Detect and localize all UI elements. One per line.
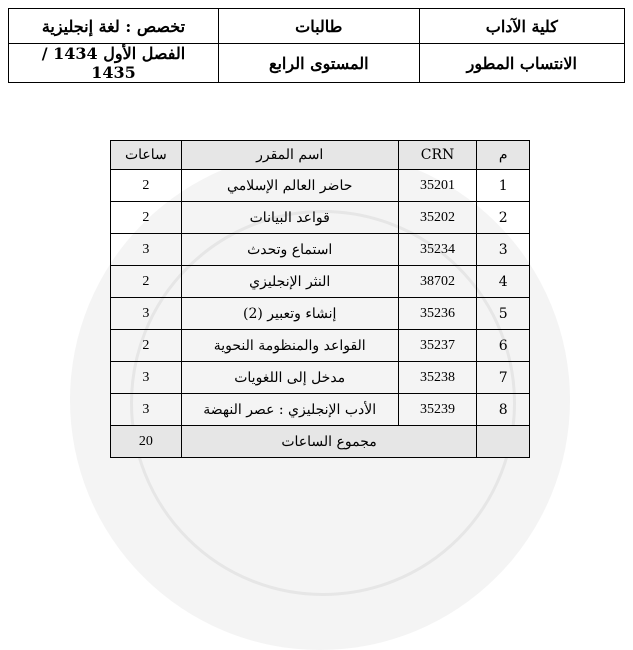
row-num: 5	[477, 298, 530, 330]
table-row	[111, 362, 530, 394]
row-num: 6	[477, 330, 530, 362]
row-hours: 3	[111, 362, 182, 394]
row-crn: 35234	[398, 234, 477, 266]
table-row	[111, 234, 530, 266]
row-course-name: قواعد البيانات	[181, 202, 398, 234]
header-row	[9, 44, 625, 83]
row-crn: 35201	[398, 170, 477, 202]
row-course-name: حاضر العالم الإسلامي	[181, 170, 398, 202]
header-hours: ساعات	[111, 141, 182, 170]
students-cell: طالبات	[218, 9, 419, 44]
row-hours: 2	[111, 202, 182, 234]
table-row	[111, 394, 530, 426]
row-hours: 3	[111, 298, 182, 330]
row-num: 4	[477, 266, 530, 298]
major-cell: تخصص : لغة إنجليزية	[9, 9, 219, 44]
row-course-name: النثر الإنجليزي	[181, 266, 398, 298]
table-row	[111, 330, 530, 362]
row-hours: 3	[111, 234, 182, 266]
semester-cell: الفصل الأول 1434 / 1435	[9, 44, 219, 83]
row-crn: 35236	[398, 298, 477, 330]
table-row	[111, 298, 530, 330]
college-cell: كلية الآداب	[419, 9, 624, 44]
header-crn: CRN	[398, 141, 477, 170]
row-hours: 2	[111, 170, 182, 202]
row-hours: 2	[111, 266, 182, 298]
total-row	[111, 426, 530, 458]
row-hours: 3	[111, 394, 182, 426]
level-cell: المستوى الرابع	[218, 44, 419, 83]
table-row	[111, 266, 530, 298]
total-hours: 20	[111, 426, 182, 458]
row-crn: 35237	[398, 330, 477, 362]
total-spacer	[477, 426, 530, 458]
header-table	[8, 8, 625, 83]
row-course-name: القواعد والمنظومة النحوية	[181, 330, 398, 362]
row-hours: 2	[111, 330, 182, 362]
row-course-name: إنشاء وتعبير (2)	[181, 298, 398, 330]
courses-table	[110, 140, 530, 458]
row-num: 1	[477, 170, 530, 202]
row-course-name: استماع وتحدث	[181, 234, 398, 266]
row-crn: 38702	[398, 266, 477, 298]
courses-header-row	[111, 141, 530, 170]
table-row	[111, 170, 530, 202]
row-num: 7	[477, 362, 530, 394]
header-num: م	[477, 141, 530, 170]
row-crn: 35239	[398, 394, 477, 426]
table-row	[111, 202, 530, 234]
row-crn: 35202	[398, 202, 477, 234]
program-cell: الانتساب المطور	[419, 44, 624, 83]
header-row	[9, 9, 625, 44]
header-course-name: اسم المقرر	[181, 141, 398, 170]
row-course-name: مدخل إلى اللغويات	[181, 362, 398, 394]
row-num: 8	[477, 394, 530, 426]
row-num: 2	[477, 202, 530, 234]
total-label: مجموع الساعات	[181, 426, 477, 458]
row-num: 3	[477, 234, 530, 266]
row-crn: 35238	[398, 362, 477, 394]
row-course-name: الأدب الإنجليزي : عصر النهضة	[181, 394, 398, 426]
